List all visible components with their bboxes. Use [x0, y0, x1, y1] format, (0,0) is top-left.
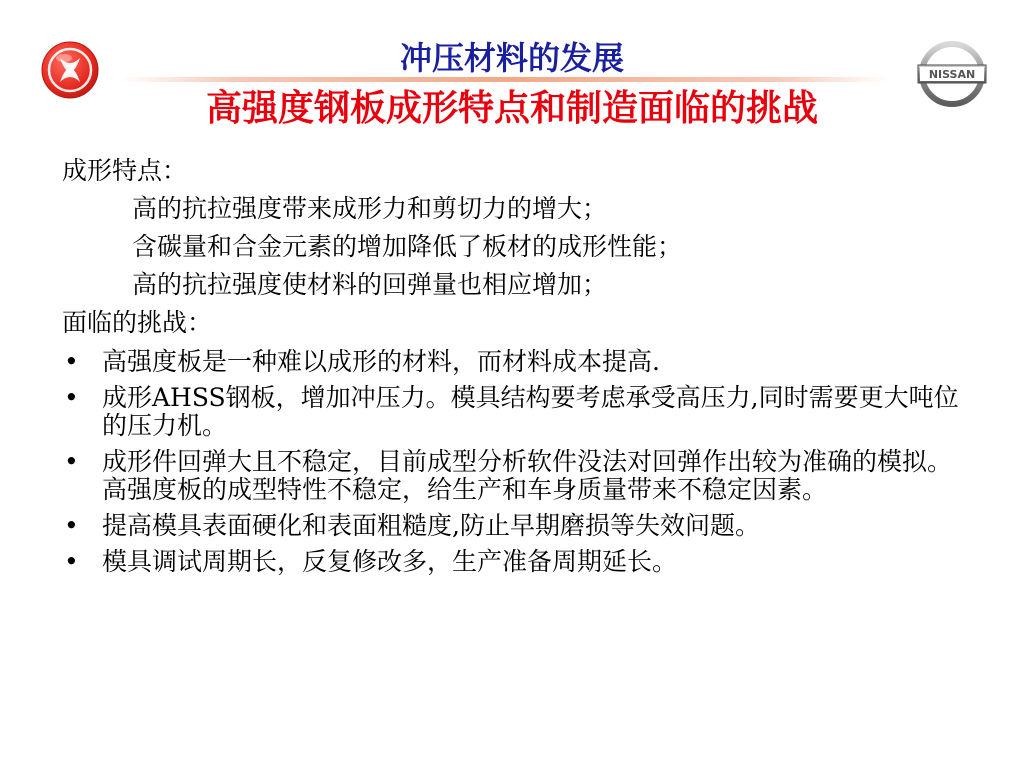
- bullet-text: 模具调试周期长，反复修改多，生产准备周期延长。: [102, 547, 678, 576]
- bullet-text: 成形件回弹大且不稳定，目前成型分析软件没法对回弹作出较为准确的模拟。高强度板的成型特性不稳定，给生产和车身质量带来不稳定因素。: [102, 447, 953, 504]
- challenge-bullet: [62, 384, 972, 440]
- challenge-bullet: [62, 548, 972, 576]
- header-divider: [120, 77, 890, 82]
- bullet-icon: •: [64, 447, 79, 476]
- bullet-text: 高强度板是一种难以成形的材料，而材料成本提高.: [102, 347, 660, 376]
- bullet-icon: •: [64, 511, 79, 540]
- slide-subtitle: 冲压材料的发展: [399, 39, 624, 77]
- feature-line: 高的抗拉强度使材料的回弹量也相应增加；: [132, 270, 608, 299]
- bullet-text: 成形AHSS钢板，增加冲压力。模具结构要考虑承受高压力,同时需要更大吨位的压力机。: [102, 383, 959, 440]
- slide-body: [62, 152, 972, 584]
- bullet-icon: •: [64, 347, 79, 376]
- slide-title: 高强度钢板成形特点和制造面临的挑战: [205, 88, 818, 129]
- section-heading-challenges: 面临的挑战：: [62, 308, 213, 337]
- challenge-bullet: [62, 348, 972, 376]
- svg-text:NISSAN: NISSAN: [928, 68, 976, 81]
- feature-line: 高的抗拉强度带来成形力和剪切力的增大；: [132, 194, 608, 223]
- challenge-bullet: [62, 448, 972, 504]
- bullet-icon: •: [64, 383, 79, 412]
- bullet-icon: •: [64, 547, 79, 576]
- challenge-bullet: [62, 512, 972, 540]
- bullet-text: 提高模具表面硬化和表面粗糙度,防止早期磨损等失效问题。: [102, 511, 760, 540]
- section-heading-features: 成形特点：: [62, 156, 188, 185]
- feature-line: 含碳量和合金元素的增加降低了板材的成形性能；: [132, 232, 683, 261]
